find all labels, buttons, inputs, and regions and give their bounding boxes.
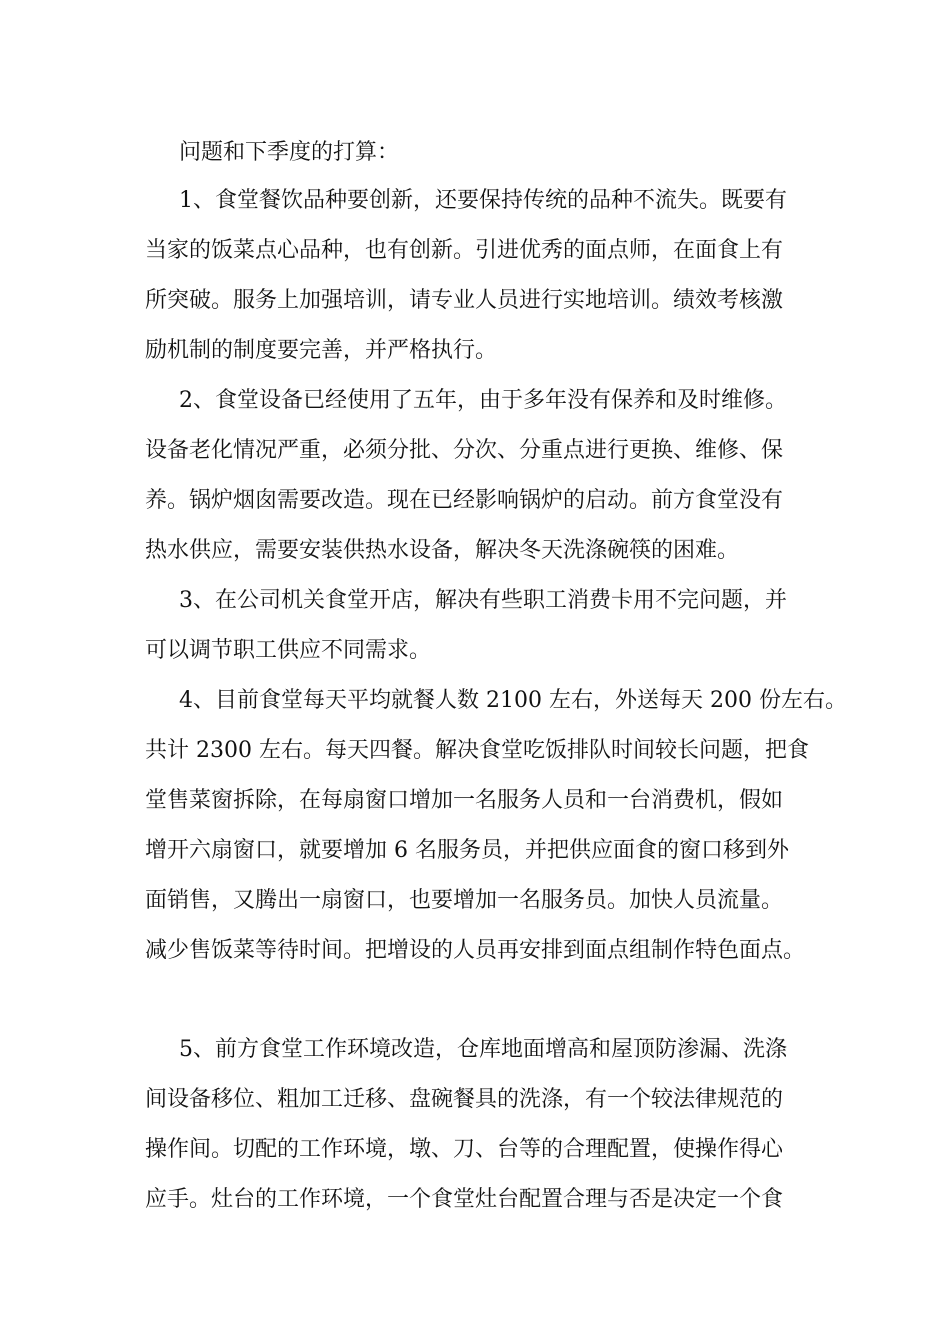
paragraph-4-line: 堂售菜窗拆除，在每扇窗口增加一名服务人员和一台消费机，假如 <box>145 788 784 813</box>
paragraph-4-line: 面销售，又腾出一扇窗口，也要增加一名服务员。加快人员流量。 <box>145 888 784 913</box>
section-heading: 问题和下季度的打算： <box>179 140 400 165</box>
paragraph-4-line: 4、目前食堂每天平均就餐人数 2100 左右，外送每天 200 份左右。 <box>179 688 847 713</box>
paragraph-4-line: 共计 2300 左右。每天四餐。解决食堂吃饭排队时间较长问题，把食 <box>145 738 809 763</box>
paragraph-5-line: 应手。灶台的工作环境，一个食堂灶台配置合理与否是决定一个食 <box>145 1187 784 1212</box>
paragraph-4-line: 增开六扇窗口，就要增加 6 名服务员，并把供应面食的窗口移到外 <box>145 838 789 863</box>
paragraph-2-line: 设备老化情况严重，必须分批、分次、分重点进行更换、维修、保 <box>145 438 784 463</box>
paragraph-1-line: 1、食堂餐饮品种要创新，还要保持传统的品种不流失。既要有 <box>179 188 787 213</box>
paragraph-1-line: 所突破。服务上加强培训，请专业人员进行实地培训。绩效考核激 <box>145 288 784 313</box>
paragraph-3-line: 3、在公司机关食堂开店，解决有些职工消费卡用不完问题，并 <box>179 588 787 613</box>
paragraph-2-line: 2、食堂设备已经使用了五年，由于多年没有保养和及时维修。 <box>179 388 787 413</box>
paragraph-1-line: 当家的饭菜点心品种，也有创新。引进优秀的面点师，在面食上有 <box>145 238 784 263</box>
paragraph-1-line: 励机制的制度要完善，并严格执行。 <box>145 338 498 363</box>
paragraph-3-line: 可以调节职工供应不同需求。 <box>145 638 432 663</box>
paragraph-5-line: 操作间。切配的工作环境，墩、刀、台等的合理配置，使操作得心 <box>145 1137 784 1162</box>
paragraph-2-line: 养。锅炉烟囱需要改造。现在已经影响锅炉的启动。前方食堂没有 <box>145 488 784 513</box>
paragraph-5-line: 间设备移位、粗加工迁移、盘碗餐具的洗涤，有一个较法律规范的 <box>145 1087 784 1112</box>
paragraph-2-line: 热水供应，需要安装供热水设备，解决冬天洗涤碗筷的困难。 <box>145 538 740 563</box>
paragraph-4-line: 减少售饭菜等待时间。把增设的人员再安排到面点组制作特色面点。 <box>145 938 806 963</box>
paragraph-5-line: 5、前方食堂工作环境改造，仓库地面增高和屋顶防渗漏、洗涤 <box>179 1037 787 1062</box>
